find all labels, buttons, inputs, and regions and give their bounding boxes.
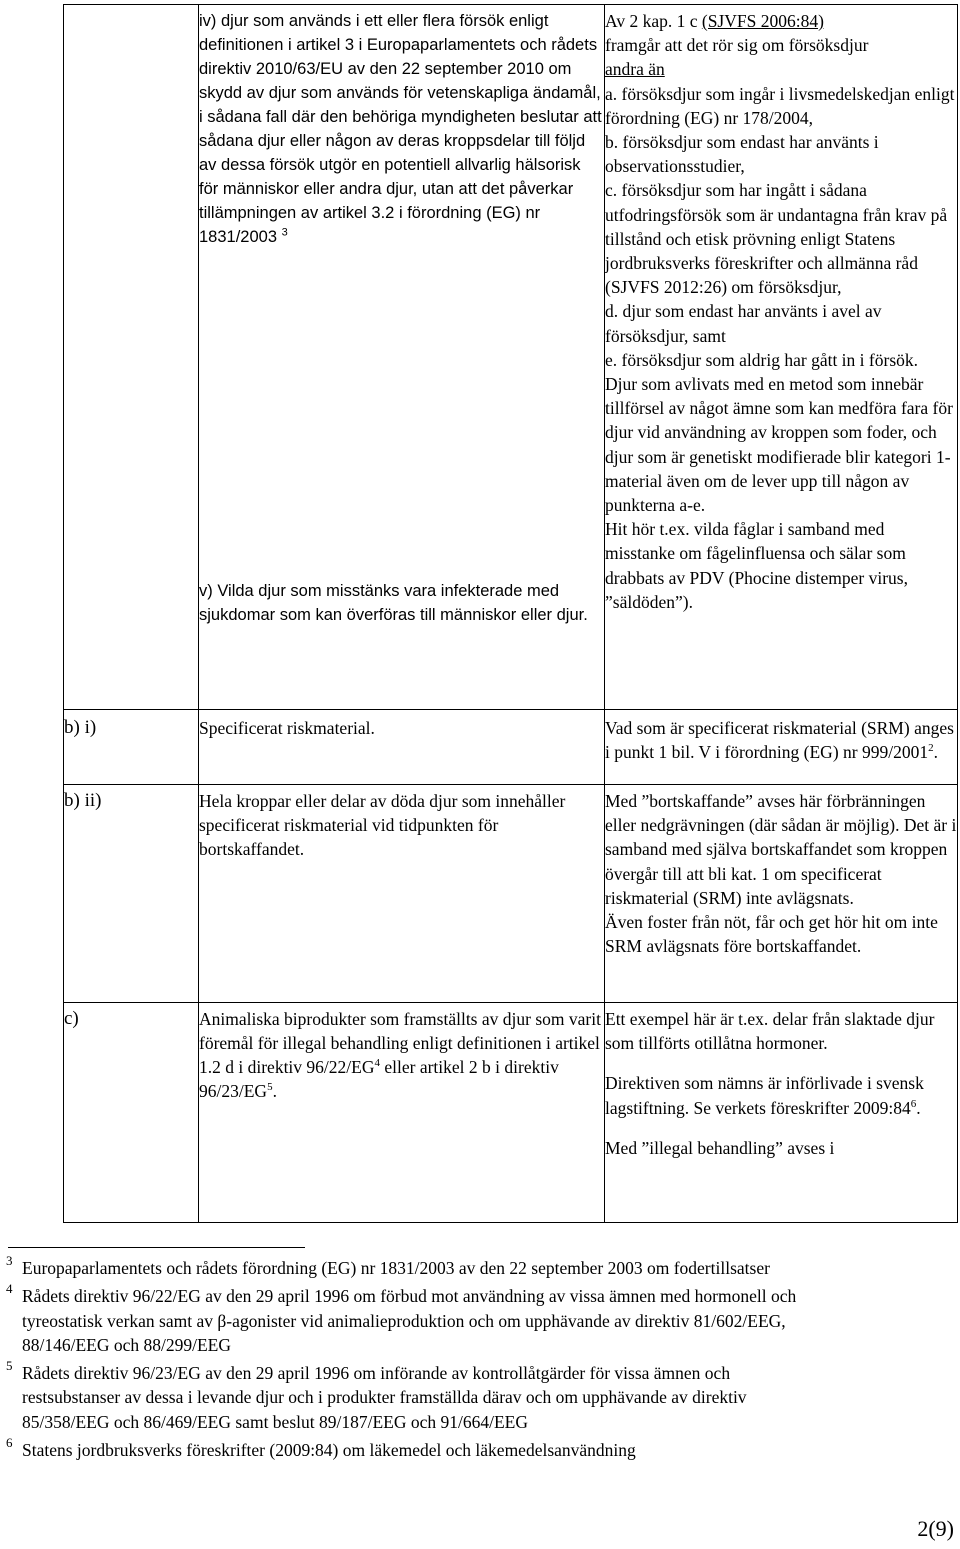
row-label: b) i) [64, 710, 199, 785]
comment-intro: Av 2 kap. 1 c (SJVFS 2006:84) [605, 11, 824, 31]
row-definition: Specificerat riskmaterial. [199, 710, 605, 785]
footnote-text: tyreostatisk verkan samt av β-agonister vid animalieproduktion och om upphävande av direktiv 81/602/EEG, [22, 1310, 786, 1331]
row-comment [605, 785, 958, 1003]
comment-item: c. försöksdjur som har ingått i sådana utfodringsförsök som är undantagna från krav på tillstånd och etisk prövning enligt Statens jordbruksverks föreskrifter och allmänna råd (SJVFS 2012:26) om försöksdjur, [605, 180, 948, 298]
comment-paragraph: Med ”illegal behandling” avses i [605, 1137, 835, 1158]
row-definition: Animaliska biprodukter som framställts av djur som varit föremål för illegal behandling enligt definitionen i artikel 1.2 d i direktiv $96/22/EG^4$ eller artikel 2 b i direktiv $96/23/EG^5$. [199, 1003, 605, 1223]
comment-paragraph: Ett exempel här är t.ex. delar från slaktade djur som tillförts otillåtna hormoner. [605, 1009, 935, 1054]
category-table [63, 4, 958, 1223]
comment-item: e. försöksdjur som aldrig har gått in i försök. [605, 349, 919, 370]
row-definition [199, 5, 605, 710]
row-label: c) [64, 1003, 199, 1223]
footnote-item [6, 1281, 951, 1357]
table-row [64, 710, 958, 785]
footnote-ref: 4 [374, 1057, 380, 1070]
footnote-text: Rådets direktiv 96/22/EG av den 29 april 1996 om förbud mot användning av vissa ämnen med hormonell och [22, 1286, 797, 1307]
footnotes [6, 1253, 951, 1466]
comment-intro-2: framgår att det rör sig om försöksdjur [605, 35, 869, 56]
footnote-item [6, 1253, 951, 1280]
comment-item: d. djur som endast har använts i avel av försöksdjur, samt [605, 301, 882, 346]
comment-paragraph: Direktiven som nämns är införlivade i svensk lagstiftning. Se verkets föreskrifter $2009:84^6$. [605, 1073, 924, 1118]
comment-item: a. försöksdjur som ingår i livsmedelskedjan enligt förordning (EG) nr 178/2004, [605, 83, 955, 128]
comment-intro-3: andra än [605, 59, 665, 80]
row-comment [605, 1003, 958, 1223]
footnote-text: restsubstanser av dessa i levande djur och i produkter framställda därav och om upphävande av direktiv [22, 1387, 747, 1408]
footnote-number: 4 [6, 1281, 13, 1297]
row-comment: Vad som är specificerat riskmaterial (SRM) anges i punkt 1 bil. V i förordning (EG) nr 999/2001$^2$. [605, 710, 958, 785]
page-number: 2(9) [917, 1516, 954, 1541]
comment-item: b. försöksdjur som endast har använts i observationsstudier, [605, 132, 879, 177]
footnote-text: Rådets direktiv 96/23/EG av den 29 april 1996 om införande av kontrollåtgärder för vissa ämnen och [22, 1363, 731, 1384]
row-label [64, 5, 199, 710]
footnote-text: Europaparlamentets och rådets förordning (EG) nr 1831/2003 av den 22 september 2003 om fodertillsatser [22, 1258, 770, 1278]
comment-paragraph: Även foster från nöt, får och get hör hit om inte SRM avlägsnats före bortskaffandet. [605, 912, 938, 957]
row-label: b) ii) [64, 785, 199, 1003]
table-row [64, 5, 958, 710]
definition-v: v) Vilda djur som misstänks vara infekterade med sjukdomar som kan överföras till människor eller djur. [199, 582, 588, 624]
footnote-number: 6 [6, 1435, 13, 1451]
table-row [64, 1003, 958, 1223]
footnote-ref: 2 [928, 742, 934, 755]
footnote-separator [8, 1247, 305, 1248]
comment-note: Hit hör t.ex. vilda fåglar i samband med misstanke om fågelinfluensa och sälar som drabbats av PDV (Phocine distemper virus, ”säldöden”). [605, 519, 908, 612]
footnote-item [6, 1358, 951, 1434]
footnote-ref: 3 [281, 226, 288, 239]
row-comment [605, 5, 958, 710]
table-row [64, 785, 958, 1003]
footnote-ref: 5 [267, 1081, 273, 1094]
footnote-text: 85/358/EEG och 86/469/EEG samt beslut 89/187/EEG och 91/664/EEG [22, 1411, 528, 1432]
footnote-ref: 6 [910, 1097, 917, 1110]
row-definition: Hela kroppar eller delar av döda djur som innehåller specificerat riskmaterial vid tidpunkten för bortskaffandet. [199, 785, 605, 1003]
footnote-item [6, 1435, 951, 1462]
footnote-number: 3 [6, 1253, 13, 1268]
footnote-text: 88/146/EEG och 88/299/EEG [22, 1334, 232, 1355]
footnote-text: Statens jordbruksverks föreskrifter (2009:84) om läkemedel och läkemedelsanvändning [22, 1440, 636, 1461]
definition-iv: iv) djur som används i ett eller flera försök enligt definitionen i artikel 3 i Europaparlamentets och rådets direktiv 2010/63/EU av den 22 september 2010 om skydd av djur som används för vetenskapliga ändamål, i sådana fall där den behöriga myndigheten beslutar att sådana djur eller någon av deras kroppsdelar till följd av dessa försök utgör en potentiell allvarlig hälsorisk för människor eller andra djur, utan att det påverkar tillämpningen av artikel 3.2 i förordning (EG) nr 1831/2003 $^3$ [199, 12, 602, 246]
footnote-number: 5 [6, 1358, 13, 1374]
comment-note: Djur som avlivats med en metod som innebär tillförsel av något ämne som kan medföra fara för djur vid användning av kroppen som foder, och djur som är genetiskt modifierade blir kategori 1-material även om de lever upp till någon av punkterna a-e. [605, 374, 953, 516]
comment-paragraph: Med ”bortskaffande” avses här förbränningen eller nedgrävningen (där sådan är möjlig). Det är i samband med själva bortskaffandet som kroppen övergår till att bli kat. 1 om specificerat riskmaterial (SRM) inte avlägsnats. [605, 791, 957, 908]
